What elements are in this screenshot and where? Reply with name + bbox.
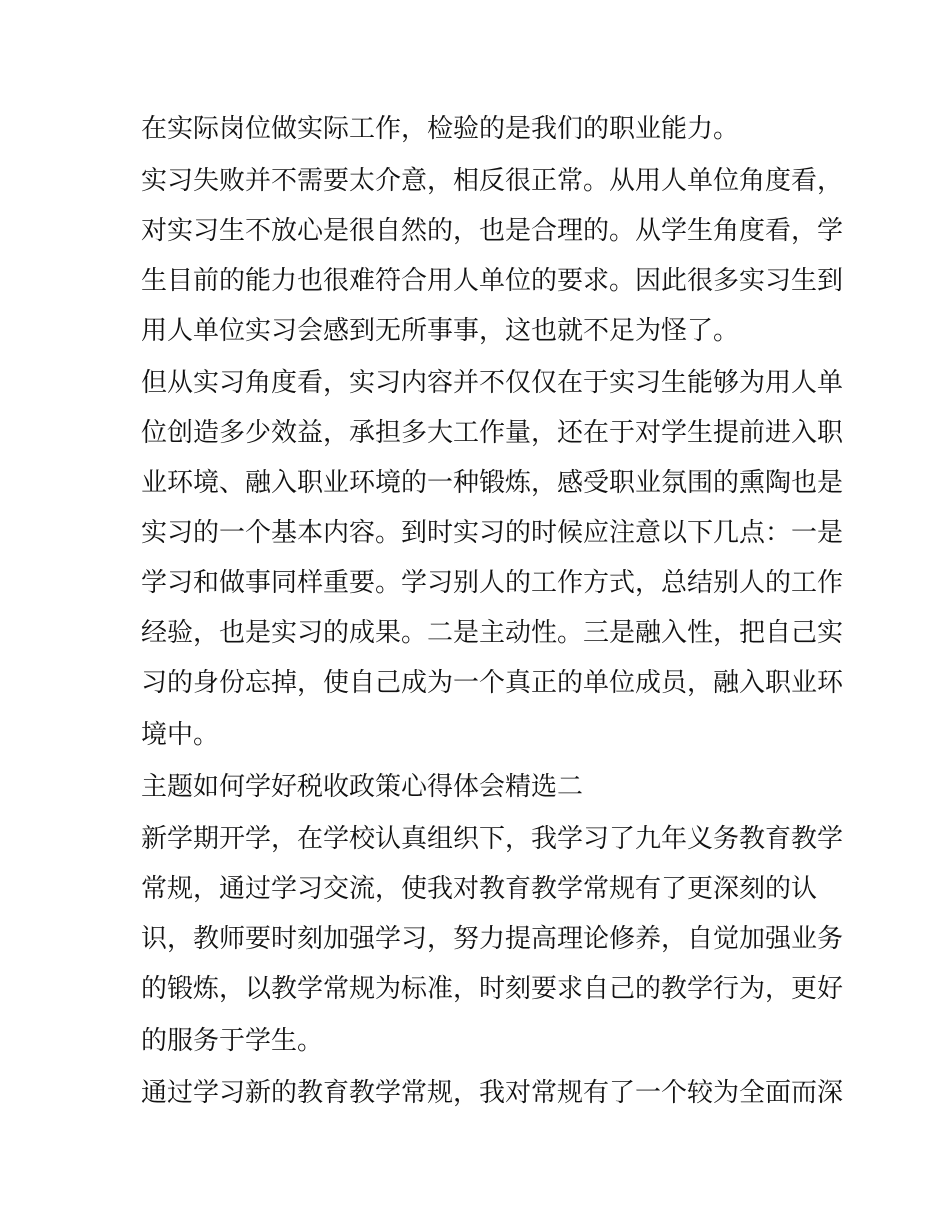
text-line: 识，教师要时刻加强学习，努力提高理论修养，自觉加强业务 bbox=[141, 924, 844, 954]
text-line: 实习的一个基本内容。到时实习的时候应注意以下几点：一是 bbox=[141, 518, 844, 548]
text-line: 位创造多少效益，承担多大工作量，还在于对学生提前进入职 bbox=[141, 418, 844, 448]
text-line: 业环境、融入职业环境的一种锻炼，感受职业氛围的熏陶也是 bbox=[141, 468, 844, 498]
text-line: 用人单位实习会感到无所事事，这也就不足为怪了。 bbox=[141, 316, 740, 346]
text-line: 实习失败并不需要太介意，相反很正常。从用人单位角度看， bbox=[141, 166, 844, 196]
text-line: 在实际岗位做实际工作，检验的是我们的职业能力。 bbox=[141, 114, 740, 144]
text-line: 生目前的能力也很难符合用人单位的要求。因此很多实习生到 bbox=[141, 266, 844, 296]
text-line: 学习和做事同样重要。学习别人的工作方式，总结别人的工作 bbox=[141, 568, 844, 598]
text-line: 新学期开学，在学校认真组织下，我学习了九年义务教育教学 bbox=[141, 824, 844, 854]
text-line: 习的身份忘掉，使自己成为一个真正的单位成员，融入职业环 bbox=[141, 668, 844, 698]
text-line: 对实习生不放心是很自然的，也是合理的。从学生角度看，学 bbox=[141, 216, 844, 246]
text-line: 通过学习新的教育教学常规，我对常规有了一个较为全面而深 bbox=[141, 1078, 844, 1108]
text-line: 的锻炼，以教学常规为标准，时刻要求自己的教学行为，更好 bbox=[141, 974, 844, 1004]
text-line: 但从实习角度看，实习内容并不仅仅在于实习生能够为用人单 bbox=[141, 368, 844, 398]
text-line: 常规，通过学习交流，使我对教育教学常规有了更深刻的认 bbox=[141, 874, 818, 904]
text-line: 经验，也是实习的成果。二是主动性。三是融入性，把自己实 bbox=[141, 618, 844, 648]
section-heading: 主题如何学好税收政策心得体会精选二 bbox=[141, 772, 584, 802]
text-line: 境中。 bbox=[141, 720, 220, 750]
text-line: 的服务于学生。 bbox=[141, 1026, 324, 1056]
